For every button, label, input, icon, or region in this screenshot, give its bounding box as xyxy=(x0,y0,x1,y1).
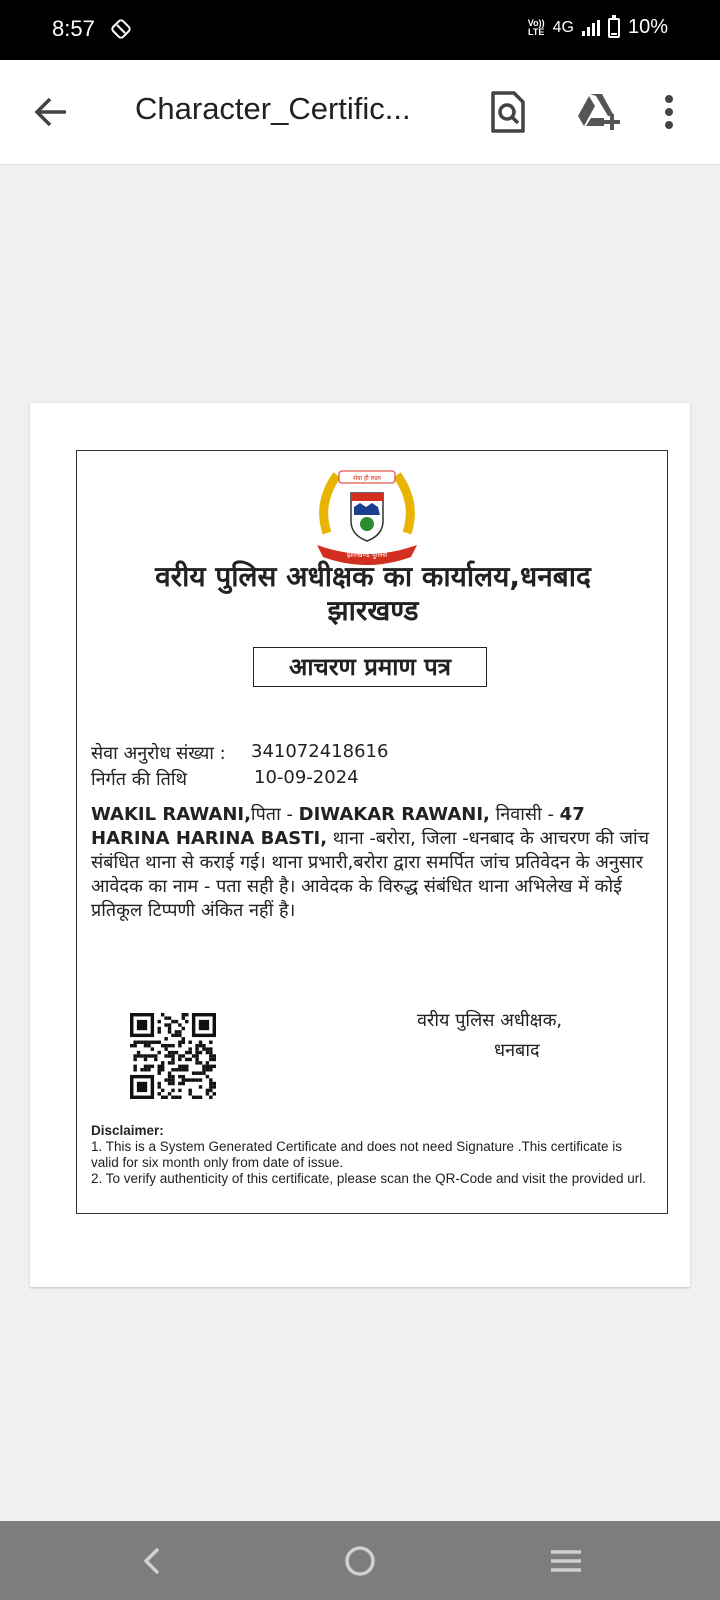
network-type: 4G xyxy=(552,18,574,36)
father-label: पिता - xyxy=(250,804,299,825)
status-indicators xyxy=(528,16,668,39)
nav-back-icon[interactable] xyxy=(134,1543,170,1579)
volte-bottom: LTE xyxy=(528,26,545,37)
request-number-row xyxy=(91,741,389,765)
disclaimer xyxy=(91,1123,651,1187)
nav-recents-icon[interactable] xyxy=(548,1543,584,1579)
clock: 8:57 xyxy=(52,16,95,41)
document-title: Character_Certific... xyxy=(135,91,411,126)
emblem-name: झारखण्ड पुलिस xyxy=(346,551,388,559)
signatory-place: धनबाद xyxy=(494,1040,540,1061)
volte-top: Vo)) xyxy=(527,17,545,28)
app-bar xyxy=(0,60,720,165)
emblem-motto: सेवा ही लक्ष्य xyxy=(353,475,381,482)
qr-code xyxy=(130,1013,216,1099)
disclaimer-item-1: 1. This is a System Generated Certificate and does not need Signature .This certificate is valid for six month only from date of issue. xyxy=(91,1139,623,1170)
document-search-icon[interactable] xyxy=(490,90,526,134)
signatory-designation: वरीय पुलिस अधीक्षक, xyxy=(417,1010,563,1031)
signatory xyxy=(417,1006,627,1066)
certificate-frame xyxy=(76,450,668,1214)
volte-indicator xyxy=(528,19,545,37)
disclaimer-item-2: 2. To verify authenticity of this certificate, please scan the QR-Code and visit the provided url. xyxy=(91,1171,647,1186)
status-bar xyxy=(0,0,720,60)
issue-date: 10-09-2024 xyxy=(254,767,359,788)
request-number: 341072418616 xyxy=(251,741,389,762)
state-name: झारखण्ड xyxy=(327,594,419,627)
document-page[interactable] xyxy=(30,403,690,1287)
back-arrow-icon[interactable] xyxy=(32,92,72,132)
office-name: वरीय पुलिस अधीक्षक का कार्यालय,धनबाद xyxy=(155,560,591,593)
verification-text: थाना -बरोरा, जिला -धनबाद के आचरण की जांच संबंधित थाना से कराई गई। थाना प्रभारी,बरोरा द्वारा समर्पित जांच प्रतिवेदन के अनुसार आवेदक का नाम - पता सही है। आवेदक के विरुद्ध संबंधित थाना अभिलेख में कोई प्रतिकूल टिप्पणी अंकित नहीं है। xyxy=(91,828,650,921)
certificate-title: आचरण प्रमाण पत्र xyxy=(253,647,487,687)
more-vert-icon[interactable] xyxy=(664,94,674,130)
issue-date-row xyxy=(91,767,359,791)
disclaimer-heading: Disclaimer: xyxy=(91,1123,164,1138)
signal-icon xyxy=(582,20,600,36)
screen-cast-icon xyxy=(110,18,132,40)
issue-date-label: निर्गत की तिथि xyxy=(91,769,188,790)
certificate-body xyxy=(91,803,661,923)
nav-home-icon[interactable] xyxy=(342,1543,378,1579)
battery-percent: 10% xyxy=(627,16,668,38)
applicant-name: WAKIL RAWANI, xyxy=(91,804,251,825)
drive-add-icon[interactable] xyxy=(576,90,622,134)
request-number-label: सेवा अनुरोध संख्या : xyxy=(91,743,226,764)
battery-icon xyxy=(608,18,620,38)
applicant-address: 47 HARINA HARINA BASTI, xyxy=(91,804,585,849)
system-nav-bar xyxy=(0,1521,720,1600)
resident-label: निवासी - xyxy=(489,804,560,825)
father-name: DIWAKAR RAWANI, xyxy=(298,804,490,825)
